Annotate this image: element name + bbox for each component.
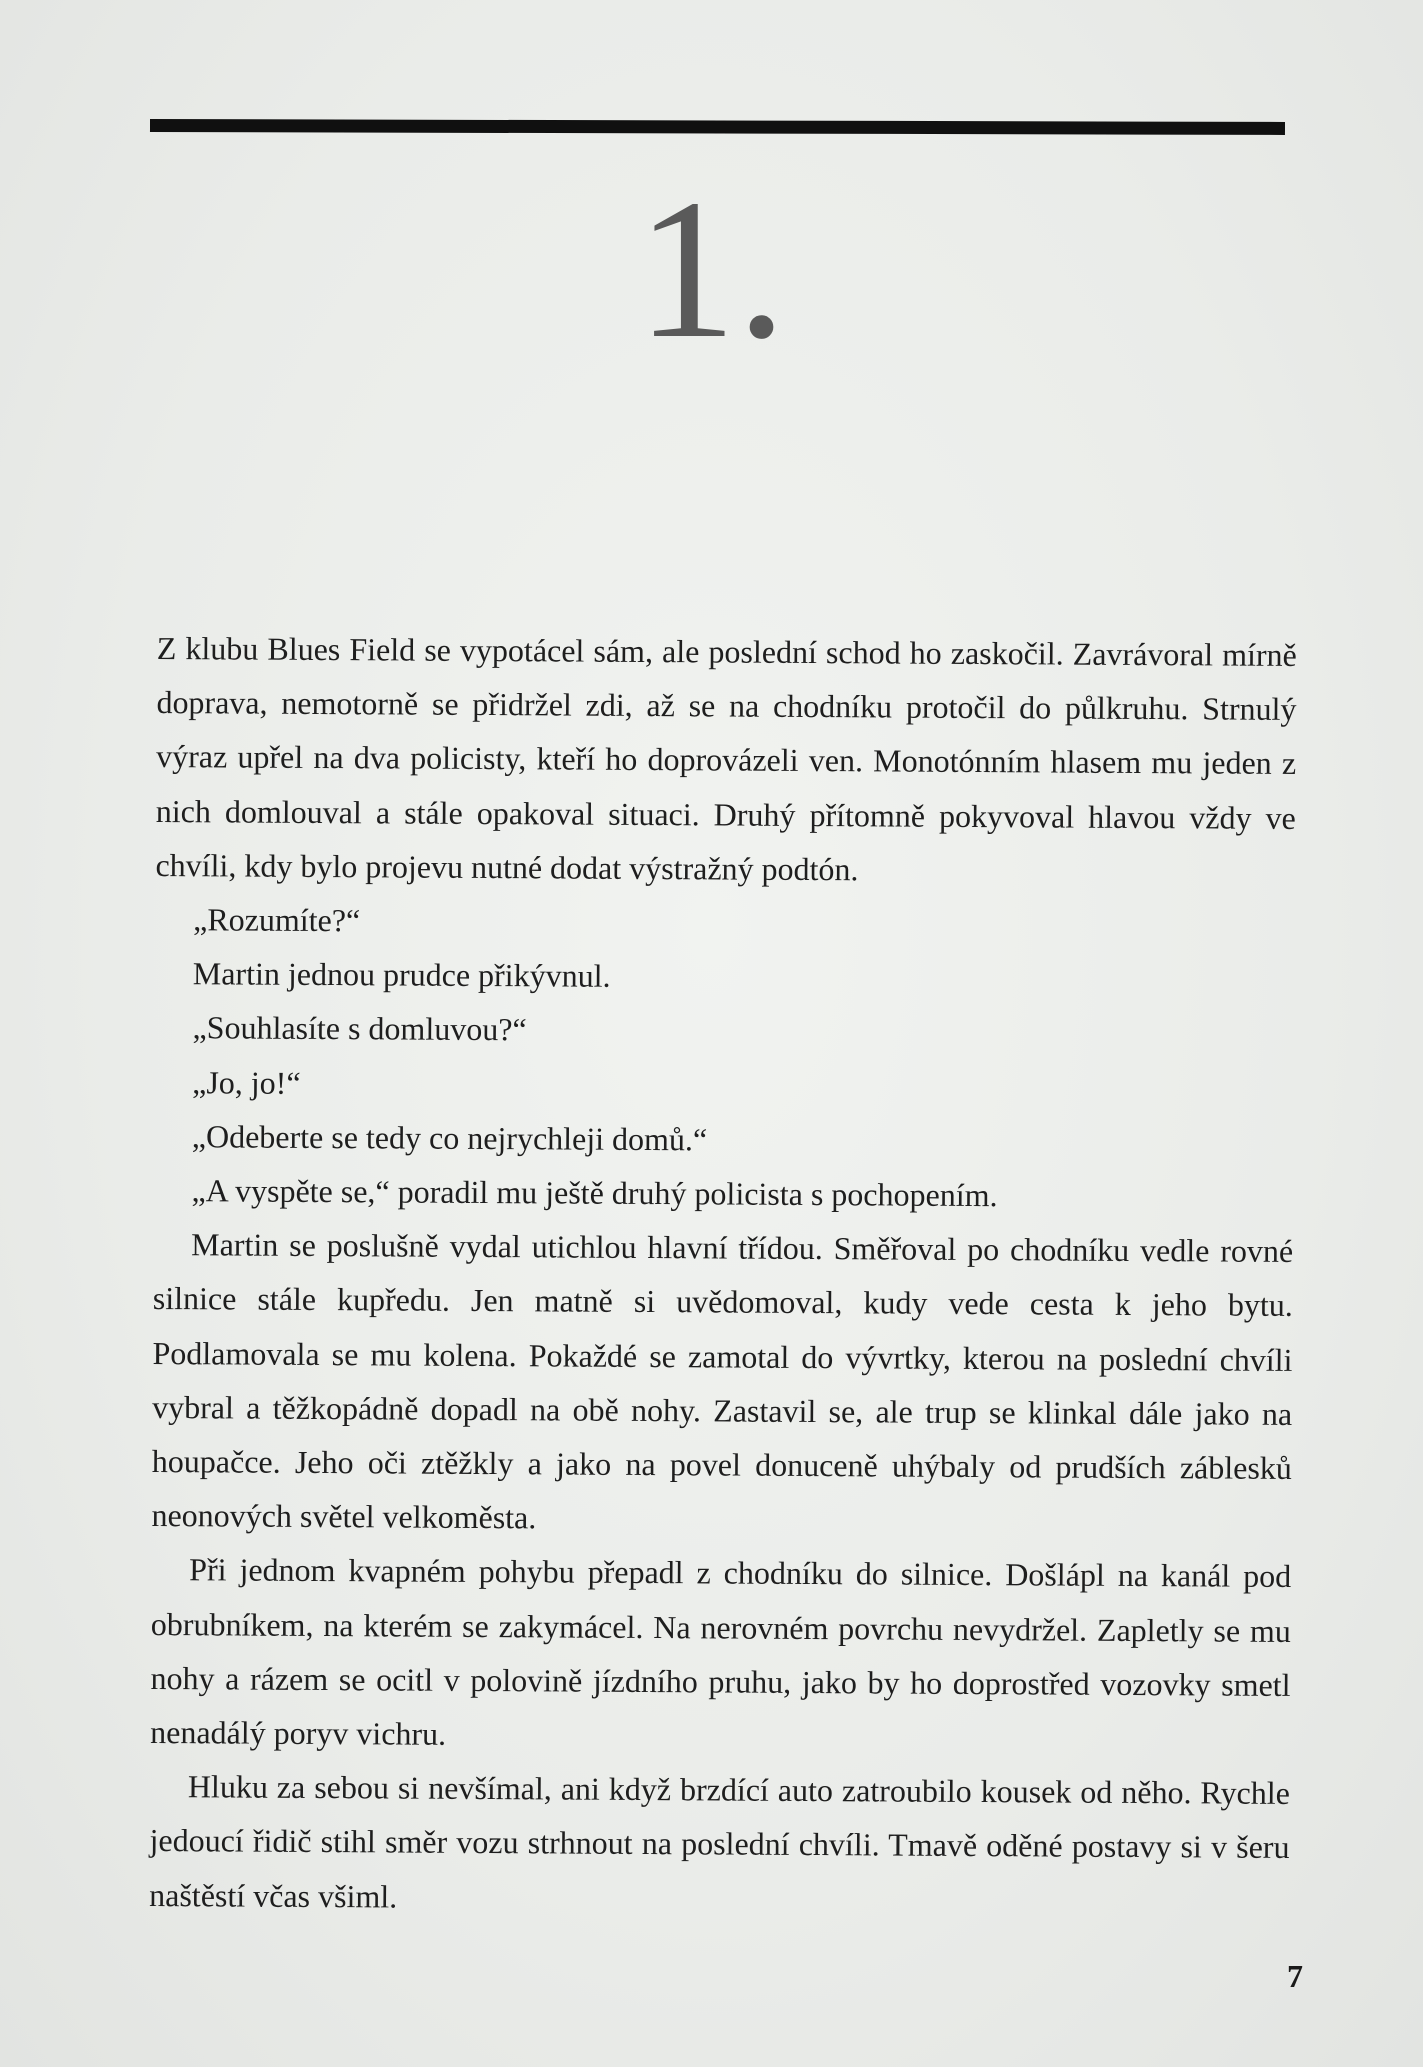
paragraph-8: Martin se poslušně vydal utichlou hlavní třídou. Směřoval po chodníku vedle rovné silnice stále kupředu. Jen matně si uvědomoval, kudy vede cesta k jeho bytu. Podlamovala se mu kolena. Pokaždé se zamotal do vývrtky, kterou na poslední chvíli vybral a těžkopádně dopadl na obě nohy. Zastavil se, ale trup se klinkal dále jako na houpačce. Jeho oči ztěžkly a jako na povel donuceně uhýbaly od prudších záblesků neonových světel velkoměsta. [151,1226,1294,1536]
paragraph-9: Při jednom kvapném pohybu přepadl z chodníku do silnice. Došlápl na kanál pod obrubníkem, na kterém se zakymácel. Na nerovném povrchu nevydržel. Zapletly se mu nohy a rázem se ocitl v polovině jízdního pruhu, jako by ho doprostřed vozovky smetl nenadálý poryv vichru. [150,1551,1292,1752]
chapter-number: 1. [636,159,787,380]
paragraph-10: Hluku za sebou si nevšímal, ani když brzdící auto zatroubilo kousek od něho. Rychle jedoucí řidič stihl směr vozu strhnout na poslední chvíli. Tmavě oděné postavy si v šeru naštěstí včas všiml. [149,1768,1290,1915]
paragraph-2: „Rozumíte?“ [193,901,361,939]
chapter-top-rule [150,119,1285,135]
paragraph-7: „A vyspěte se,“ poradil mu ještě druhý policista s pochopením. [191,1172,998,1214]
paragraph-6: „Odeberte se tedy co nejrychleji domů.“ [191,1118,708,1158]
page-number: 7 [1287,1958,1303,1994]
paragraph-3: Martin jednou prudce přikývnul. [192,955,611,994]
paragraph-1: Z klubu Blues Field se vypotácel sám, ale poslední schod ho zaskočil. Zavrávoral mírně doprava, nemotorně se přidržel zdi, až se na chodníku protočil do půlkruhu. Strnulý výraz upřel na dva policisty, kteří ho doprovázeli ven. Monotónním hlasem mu jeden z nich domlouval a stále opakoval situaci. Druhý přítomně pokyvoval hlavou vždy ve chvíli, kdy bylo projevu nutné dodat výstražný podtón. [155,629,1297,888]
paragraph-5: „Jo, jo!“ [192,1063,301,1101]
chapter-body [149,621,1297,1929]
paragraph-4: „Souhlasíte s domluvou?“ [192,1009,527,1048]
